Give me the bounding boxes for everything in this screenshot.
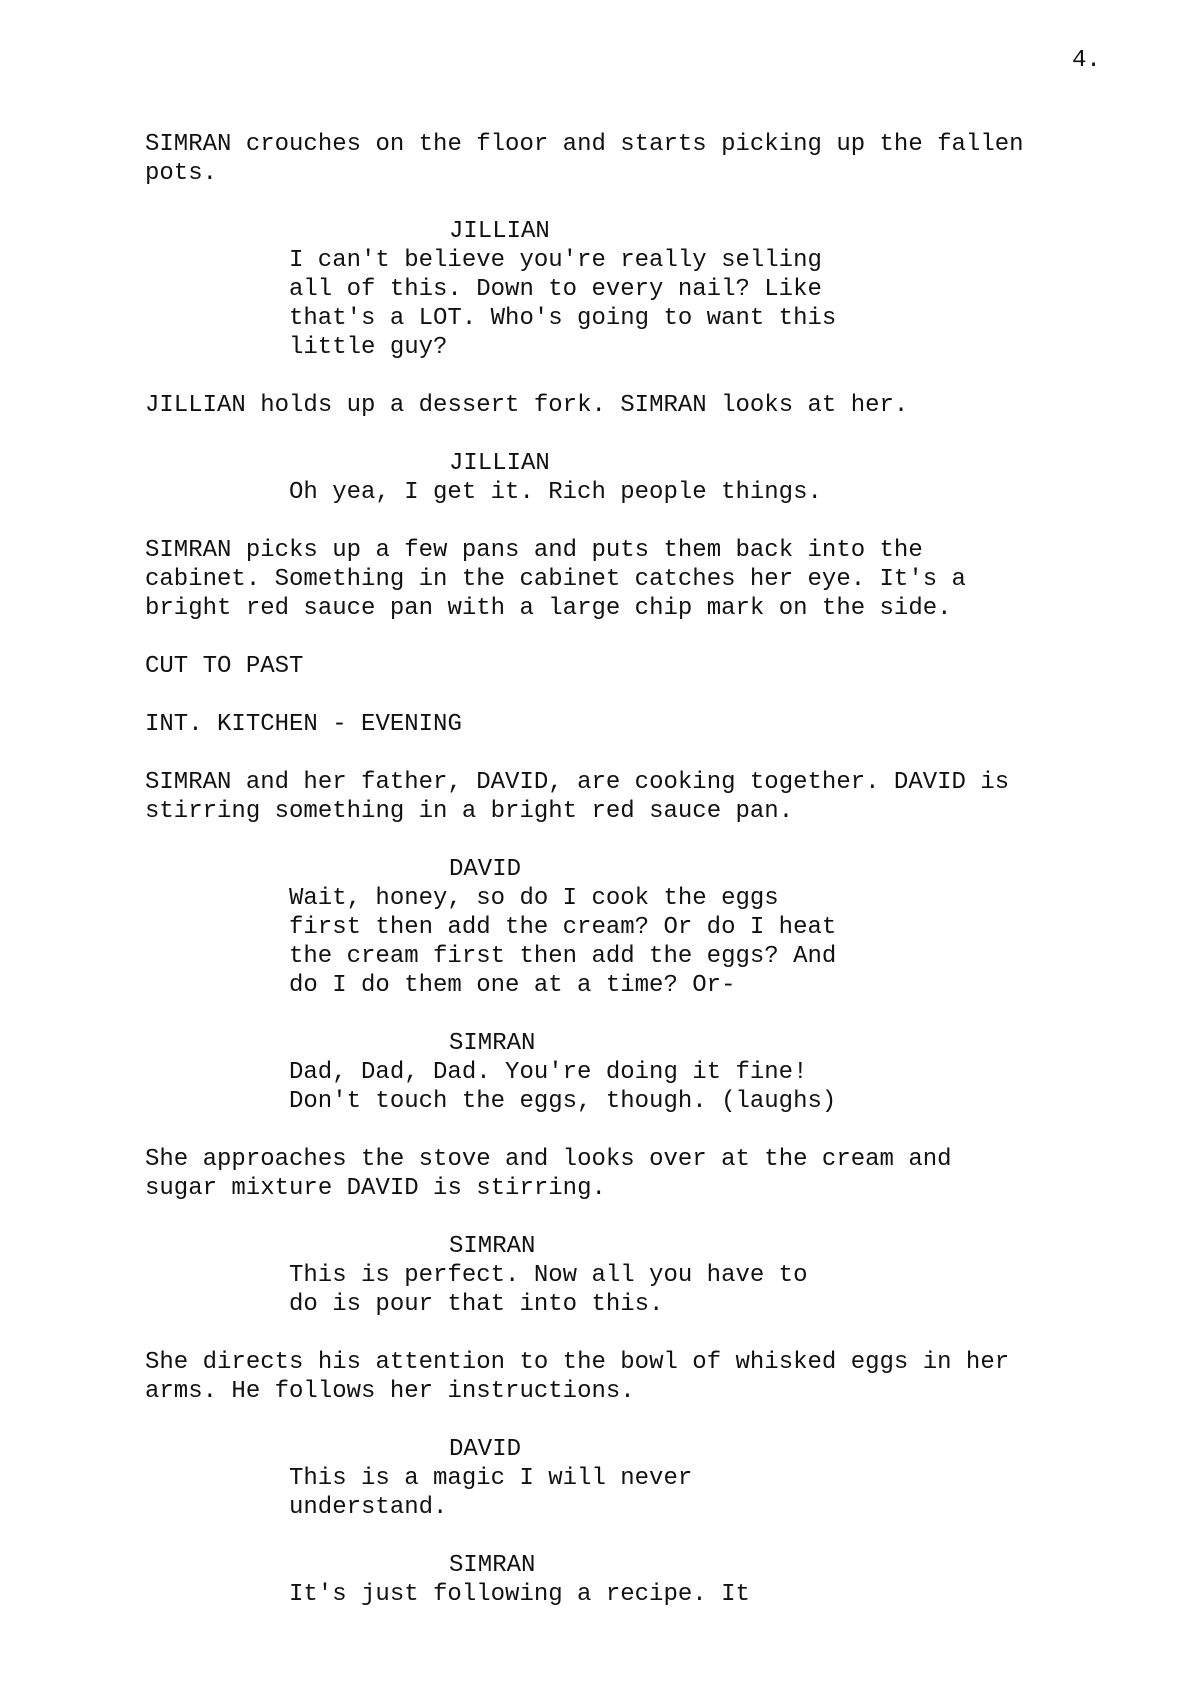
action-line: She directs his attention to the bowl of whisked eggs in her arms. He follows her instructions. [145,1349,1010,1405]
action-line: She approaches the stove and looks over at the cream and sugar mixture DAVID is stirring. [145,1146,952,1202]
dialogue: Dad, Dad, Dad. You're doing it fine! Don't touch the eggs, though. (laughs) [289,1059,837,1115]
dialogue: This is perfect. Now all you have to do is pour that into this. [289,1262,808,1318]
page-number: 4. [1072,47,1101,74]
scene-heading: INT. KITCHEN - EVENING [145,711,462,738]
dialogue: It's just following a recipe. It [289,1581,750,1608]
action-line: SIMRAN picks up a few pans and puts them back into the cabinet. Something in the cabinet catches her eye. It's a bright red sauce pan with a large chip mark on the side. [145,537,966,622]
dialogue: This is a magic I will never understand. [289,1465,693,1521]
action-line: JILLIAN holds up a dessert fork. SIMRAN looks at her. [145,392,909,419]
character-name: JILLIAN [449,218,550,245]
dialogue: Oh yea, I get it. Rich people things. [289,479,822,506]
action-line: SIMRAN and her father, DAVID, are cooking together. DAVID is stirring something in a bright red sauce pan. [145,769,1010,825]
screenplay-body [145,130,1145,1609]
character-name: SIMRAN [449,1030,536,1057]
dialogue: Wait, honey, so do I cook the eggs first then add the cream? Or do I heat the cream first then add the eggs? And do I do them one at a time? Or- [289,885,837,999]
action-line: SIMRAN crouches on the floor and starts picking up the fallen pots. [145,131,1024,187]
character-name: DAVID [449,1436,522,1463]
character-name: JILLIAN [449,450,550,477]
dialogue: I can't believe you're really selling all of this. Down to every nail? Like that's a LOT. Who's going to want this little guy? [289,247,837,361]
character-name: SIMRAN [449,1552,536,1579]
character-name: SIMRAN [449,1233,536,1260]
transition: CUT TO PAST [145,653,304,680]
character-name: DAVID [449,856,522,883]
